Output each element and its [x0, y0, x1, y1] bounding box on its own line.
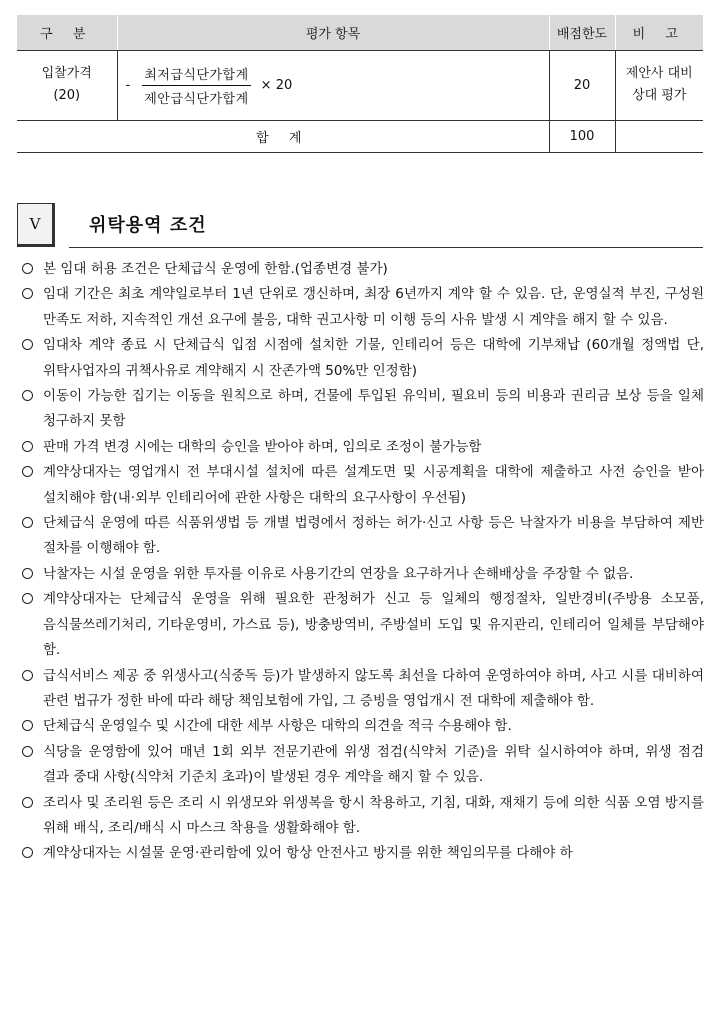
condition-text: 조리사 및 조리원 등은 조리 시 위생모와 위생복을 항시 착용하고, 기침, 대화, 재채기 등에 의한 식품 오염 방지를 위해 배식, 조리/배식 시 마스크 착용을 생활화해야 함. — [43, 794, 704, 836]
circle-bullet-icon — [22, 847, 33, 858]
section-header — [17, 203, 703, 249]
formula-denominator: 제안급식단가합계 — [144, 91, 249, 107]
category-cell — [17, 50, 117, 120]
total-row — [17, 120, 703, 152]
condition-text: 본 임대 허용 조건은 단체급식 운영에 한함.(업종변경 불가) — [43, 261, 388, 277]
list-item — [22, 435, 704, 460]
circle-bullet-icon — [22, 670, 33, 681]
list-item — [22, 282, 704, 333]
header-max-score: 배점한도 — [549, 15, 615, 50]
section-title: 위탁용역 조건 — [89, 215, 207, 236]
score-cell: 20 — [549, 50, 615, 120]
section-divider — [69, 247, 703, 248]
total-label: 합 계 — [17, 120, 549, 152]
circle-bullet-icon — [22, 441, 33, 452]
circle-bullet-icon — [22, 466, 33, 477]
condition-text: 낙찰자는 시설 운영을 위한 투자를 이유로 사용기간의 연장을 요구하거나 손해배상을 주장할 수 없음. — [43, 565, 634, 582]
condition-text: 계약상대자는 시설물 운영·관리함에 있어 항상 안전사고 방지를 위한 책임의무를 다해야 하 — [43, 845, 573, 862]
condition-text: 식당을 운영함에 있어 매년 1회 외부 전문기관에 위생 점검(식약처 기준)을 위탁 실시하여야 하며, 위생 점검 결과 중대 사항(식약처 기준치 초과)이 발생된 경우 계약을 해지 할 수 있음. — [43, 743, 704, 786]
remarks-line-1: 제안사 대비 — [625, 66, 693, 81]
formula-dash: - — [125, 77, 131, 93]
category-weight: (20) — [53, 88, 81, 103]
header-category: 구 분 — [17, 15, 117, 50]
remarks-cell — [615, 50, 703, 120]
condition-text: 판매 가격 변경 시에는 대학의 승인을 받아야 하며, 임의로 조정이 불가능함 — [43, 438, 482, 455]
section-number: V — [29, 215, 41, 233]
formula-cell — [117, 50, 549, 120]
list-item — [22, 562, 704, 587]
circle-bullet-icon — [22, 746, 33, 757]
total-remarks-empty — [615, 120, 703, 152]
formula-fraction — [142, 64, 250, 107]
conditions-list — [22, 257, 704, 867]
circle-bullet-icon — [22, 339, 33, 350]
formula-numerator: 최저급식단가합계 — [142, 64, 250, 86]
formula-multiplier: × 20 — [260, 77, 293, 93]
condition-text: 계약상대자는 영업개시 전 부대시설 설치에 따른 설계도면 및 시공계획을 대학에 제출하고 사전 승인을 받아 설치해야 함(내·외부 인테리어에 관한 사항은 대학의 요구사항이 우선됨) — [43, 464, 704, 506]
condition-text: 이동이 가능한 집기는 이동을 원칙으로 하며, 건물에 투입된 유익비, 필요비 등의 비용과 권리금 보상 등을 일체 청구하지 못함 — [43, 388, 704, 430]
condition-text: 계약상대자는 단체급식 운영을 위해 필요한 관청허가 신고 등 일체의 행정절차, 일반경비(주방용 소모품, 음식물쓰레기처리, 기타운영비, 가스료 등), 방충방역비, 주방설비 도입 및 유지관리, 인테리어 일체를 부담해야 함. — [43, 591, 704, 659]
circle-bullet-icon — [22, 797, 33, 808]
circle-bullet-icon — [22, 288, 33, 299]
list-item — [22, 664, 704, 715]
list-item — [22, 511, 704, 562]
list-item — [22, 740, 704, 791]
circle-bullet-icon — [22, 593, 33, 604]
remarks-line-2: 상대 평가 — [632, 88, 687, 103]
list-item — [22, 384, 704, 435]
table-header-row — [17, 15, 703, 50]
circle-bullet-icon — [22, 517, 33, 528]
condition-text: 단체급식 운영에 따른 식품위생법 등 개별 법령에서 정하는 허가·신고 사항 등은 낙찰자가 비용을 부담하여 제반 절차를 이행해야 함. — [43, 515, 704, 557]
list-item — [22, 460, 704, 511]
table-row — [17, 50, 703, 120]
category-label: 입찰가격 — [41, 66, 92, 81]
condition-text: 단체급식 운영일수 및 시간에 대한 세부 사항은 대학의 의견을 적극 수용해야 함. — [43, 718, 512, 735]
condition-text: 임대차 계약 종료 시 단체급식 입점 시점에 설치한 기물, 인테리어 등은 대학에 기부채납 (60개월 정액법 단, 위탁사업자의 귀책사유로 계약해지 시 잔존가액 50%만 인정함) — [43, 337, 704, 379]
header-remarks: 비 고 — [615, 15, 703, 50]
circle-bullet-icon — [22, 263, 33, 274]
total-score: 100 — [549, 120, 615, 152]
list-item — [22, 714, 704, 739]
condition-text: 임대 기간은 최초 계약일로부터 1년 단위로 갱신하며, 최장 6년까지 계약 할 수 있음. 단, 운영실적 부진, 구성원 만족도 저하, 지속적인 개선 요구에 불응, 대학 권고사항 미 이행 등의 사유 발생 시 계약을 해지 할 수 있음. — [43, 286, 704, 328]
condition-text: 급식서비스 제공 중 위생사고(식중독 등)가 발생하지 않도록 최선을 다하여 운영하여야 하며, 사고 시를 대비하여 관련 법규가 정한 바에 따라 해당 책임보험에 가입, 그 증빙을 영업개시 전 대학에 제출해야 함. — [43, 667, 704, 709]
list-item — [22, 257, 704, 282]
evaluation-table — [17, 15, 703, 153]
circle-bullet-icon — [22, 720, 33, 731]
circle-bullet-icon — [22, 390, 33, 401]
section-number-box — [17, 203, 55, 247]
list-item — [22, 587, 704, 663]
header-evaluation-item: 평가 항목 — [117, 15, 549, 50]
list-item — [22, 841, 704, 866]
price-formula — [118, 64, 549, 107]
circle-bullet-icon — [22, 568, 33, 579]
list-item — [22, 791, 704, 842]
list-item — [22, 333, 704, 384]
